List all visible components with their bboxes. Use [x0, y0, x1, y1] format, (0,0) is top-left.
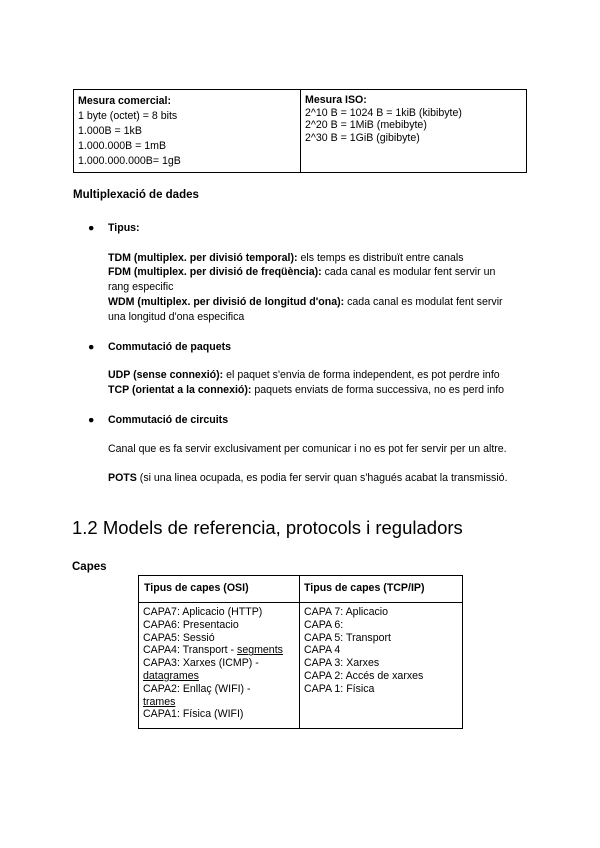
- osi-layer: [143, 644, 283, 657]
- osi-layer-pdu: segments: [237, 644, 283, 657]
- commercial-line: 1.000.000.000B= 1gB: [78, 155, 181, 167]
- tcpip-layer: CAPA 6:: [304, 618, 344, 631]
- bullet-tipus: Tipus:: [108, 222, 140, 234]
- tcpip-layer: CAPA 3: Xarxes: [304, 657, 380, 670]
- iso-line: 2^20 B = 1MiB (mebibyte): [305, 119, 427, 131]
- iso-header: Mesura ISO:: [305, 94, 367, 106]
- osi-layer: CAPA3: Xarxes (ICMP) -: [143, 657, 259, 670]
- commercial-line: 1 byte (octet) = 8 bits: [78, 110, 178, 122]
- osi-layer: CAPA5: Sessió: [143, 631, 215, 644]
- udp-label: UDP (sense connexió):: [108, 369, 224, 381]
- commercial-header: Mesura comercial:: [78, 95, 172, 107]
- wdm-line: [108, 295, 503, 310]
- table-divider: [299, 576, 300, 728]
- udp-text: el paquet s'envia de forma independent, es pot perdre info: [223, 369, 500, 381]
- tcp-text: paquets enviats de forma successiva, no es perd info: [251, 384, 505, 396]
- wdm-line-2: una longitud d'ona especifica: [108, 311, 245, 323]
- osi-layer: CAPA7: Aplicacio (HTTP): [143, 606, 263, 618]
- capes-heading: Capes: [72, 561, 107, 573]
- iso-line: 2^30 B = 1GiB (gibibyte): [305, 131, 420, 144]
- fdm-line-2: rang especific: [108, 281, 174, 293]
- udp-line: [108, 368, 500, 383]
- osi-layer-pdu-text: datagrames: [143, 669, 199, 682]
- bullet-paquets: Commutació de paquets: [108, 341, 232, 353]
- measures-iso-cell: [305, 94, 462, 144]
- tcpip-layer: CAPA 1: Física: [304, 682, 375, 695]
- circuits-text: Canal que es fa servir exclusivament per comunicar i no es pot fer servir per un altre.: [108, 443, 507, 455]
- tdm-line: [108, 251, 464, 266]
- section-title: 1.2 Models de referencia, protocols i reguladors: [72, 517, 463, 538]
- osi-layer-pdu: [143, 696, 283, 709]
- bullet-circuits: Commutació de circuits: [108, 414, 229, 426]
- tcpip-header: Tipus de capes (TCP/IP): [304, 582, 425, 594]
- osi-layer-text: CAPA4: Transport -: [143, 644, 238, 657]
- fdm-label: FDM (multiplex. per divisió de freqüència):: [108, 266, 322, 278]
- osi-layer: CAPA6: Presentacio: [143, 618, 239, 631]
- osi-layer-pdu-text: trames: [143, 695, 176, 708]
- commercial-line: 1.000B = 1kB: [78, 125, 142, 137]
- wdm-text: cada canal es modulat fent servir: [344, 296, 503, 308]
- tcpip-layer: CAPA 5: Transport: [304, 631, 391, 644]
- tcp-label: TCP (orientat a la connexió):: [108, 384, 252, 396]
- pots-text: (si una linea ocupada, es podia fer servir quan s'hagués acabat la transmissió.: [136, 472, 508, 484]
- fdm-line: [108, 265, 495, 280]
- osi-layer: CAPA1: Física (WIFI): [143, 708, 244, 721]
- pots-label: POTS: [108, 472, 137, 484]
- measures-commercial-cell: [78, 94, 181, 169]
- layers-table: [138, 575, 463, 729]
- commercial-line: 1.000.000B = 1mB: [78, 140, 167, 152]
- table-divider: [139, 602, 462, 603]
- tdm-label: TDM (multiplex. per divisió temporal):: [108, 252, 298, 264]
- osi-column: [143, 606, 283, 721]
- fdm-text: cada canal es modular fent servir un: [321, 266, 496, 278]
- osi-layer-pdu: [143, 670, 283, 683]
- measures-table: [73, 89, 527, 173]
- tcp-line: [108, 383, 504, 398]
- tcpip-column: [304, 606, 423, 696]
- pots-line: [108, 471, 508, 486]
- tcpip-layer: CAPA 2: Accés de xarxes: [304, 669, 424, 682]
- osi-header: Tipus de capes (OSI): [144, 582, 249, 594]
- tcpip-layer: CAPA 4: [304, 644, 341, 657]
- osi-layer: CAPA2: Enllaç (WIFI) -: [143, 682, 251, 695]
- table-divider: [300, 90, 301, 172]
- bullet-dot: ●: [88, 414, 95, 426]
- iso-line: 2^10 B = 1024 B = 1kiB (kibibyte): [305, 106, 462, 119]
- multiplexacio-heading: Multiplexació de dades: [73, 189, 199, 201]
- tcpip-layer: CAPA 7: Aplicacio: [304, 606, 389, 618]
- bullet-dot: ●: [88, 222, 95, 234]
- wdm-label: WDM (multiplex. per divisió de longitud d'ona):: [108, 296, 345, 308]
- bullet-dot: ●: [88, 341, 95, 353]
- tdm-text: els temps es distribuït entre canals: [297, 252, 464, 264]
